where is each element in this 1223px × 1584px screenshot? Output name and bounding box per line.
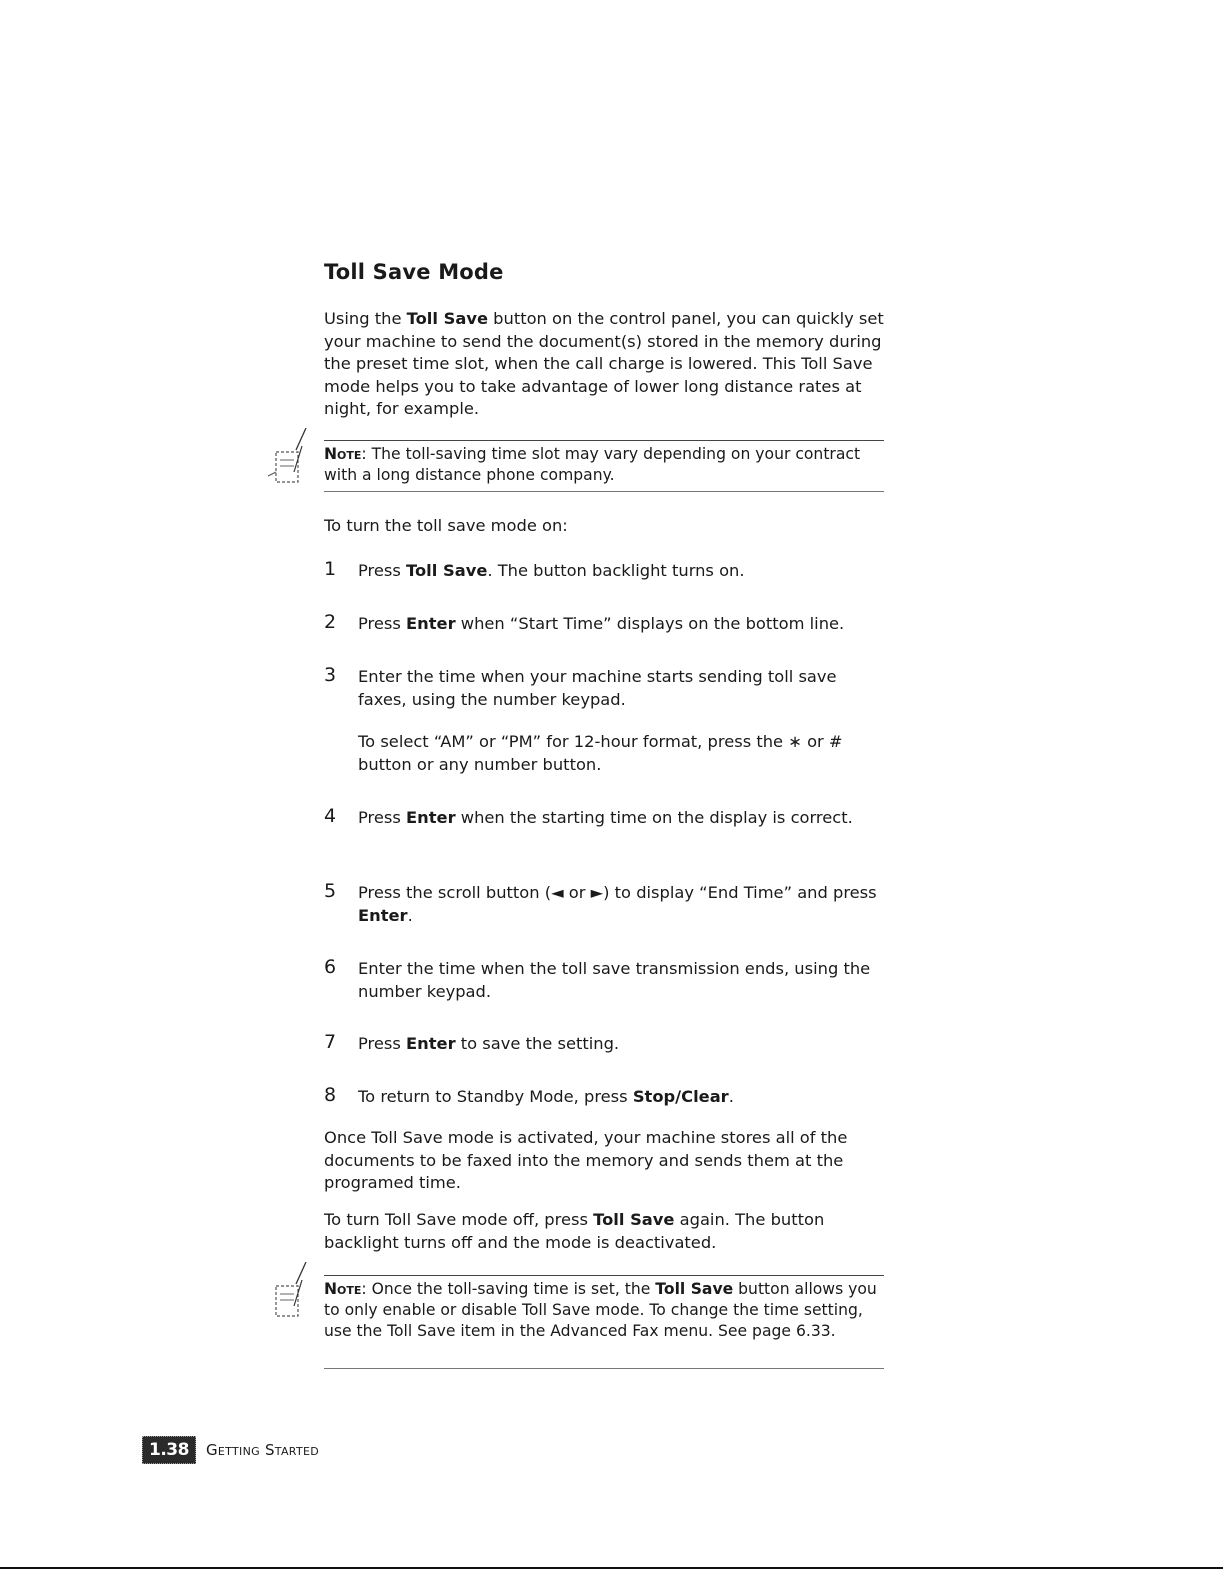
step-7-number: 7 <box>324 1031 337 1053</box>
step-1-text-c: . The button backlight turns on. <box>487 561 745 580</box>
note2 <box>324 1279 884 1341</box>
section-title: Toll Save Mode <box>324 260 504 284</box>
step-7-text-a: Press <box>358 1034 407 1053</box>
step-8-number: 8 <box>324 1084 337 1106</box>
step-1-text-a: Press <box>358 561 407 580</box>
step-7-bold: Enter <box>406 1034 456 1053</box>
after-paragraph-2 <box>324 1209 884 1254</box>
after-paragraph-1: Once Toll Save mode is activated, your machine stores all of the documents to be faxed into the memory and sends them at the programed time. <box>324 1128 848 1192</box>
step-2 <box>358 612 886 635</box>
step-6 <box>358 957 886 1003</box>
step-1-bold: Toll Save <box>406 561 488 580</box>
footer-section-title: Getting Started <box>206 1441 319 1459</box>
step-2-bold: Enter <box>406 614 456 633</box>
after2-text-a: To turn Toll Save mode off, press <box>324 1210 594 1229</box>
step-4-text-a: Press <box>358 808 407 827</box>
note2-text-a: : Once the toll-saving time is set, the <box>361 1280 656 1298</box>
note2-bottom-rule <box>324 1368 884 1369</box>
intro-text-2: button on the control panel, you can quickly set your machine to send the document(s) stored in the memory during the preset time slot, when the call charge is lowered. This Toll Save mode helps you to take advantage of lower long distance rates at night, for example. <box>324 309 884 418</box>
step-4 <box>358 806 886 829</box>
intro-bold-toll-save: Toll Save <box>406 309 488 328</box>
note1-label: Note <box>324 445 362 463</box>
step-2-text-c: when “Start Time” displays on the bottom line. <box>455 614 845 633</box>
step-2-number: 2 <box>324 611 337 633</box>
note1-bottom-rule <box>324 491 884 492</box>
step-1 <box>358 559 886 582</box>
page-bottom-border <box>0 1567 1223 1569</box>
step-5-number: 5 <box>324 880 337 902</box>
step-5 <box>358 881 886 927</box>
intro-text-1: Using the <box>324 309 407 328</box>
step-6-number: 6 <box>324 956 337 978</box>
step-7 <box>358 1032 886 1055</box>
after2-bold: Toll Save <box>593 1210 675 1229</box>
step-8-text-a: To return to Standby Mode, press <box>358 1087 633 1106</box>
note1-top-rule <box>324 440 884 441</box>
note2-bold: Toll Save <box>655 1280 734 1298</box>
step-7-text-c: to save the setting. <box>455 1034 620 1053</box>
after2-text-c: again. The button backlight turns off and the mode is deactivated. <box>324 1210 825 1252</box>
step-8-text-c: . <box>728 1087 734 1106</box>
step-1-number: 1 <box>324 558 337 580</box>
step-8 <box>358 1085 886 1108</box>
step-4-number: 4 <box>324 805 337 827</box>
step-4-text-c: when the starting time on the display is correct. <box>455 808 853 827</box>
note2-top-rule <box>324 1275 884 1276</box>
page-number-badge: 1.38 <box>142 1436 196 1464</box>
note2-text-c: button allows you to only enable or disable Toll Save mode. To change the time setting, use the Toll Save item in the Advanced Fax menu. See page 6.33. <box>324 1280 877 1340</box>
intro-paragraph <box>324 308 884 421</box>
step-3-subparagraph: To select “AM” or “PM” for 12-hour format, press the ∗ or # button or any number button. <box>358 732 843 774</box>
step-3-text: Enter the time when your machine starts sending toll save faxes, using the number keypad. <box>358 667 837 709</box>
step-2-text-a: Press <box>358 614 407 633</box>
step-3 <box>358 665 886 711</box>
step-6-text: Enter the time when the toll save transmission ends, using the number keypad. <box>358 959 871 1001</box>
note1-text: : The toll-saving time slot may vary depending on your contract with a long distance phone company. <box>324 445 861 484</box>
step-5-bold: Enter <box>358 906 408 925</box>
step-4-bold: Enter <box>406 808 456 827</box>
turn-on-intro: To turn the toll save mode on: <box>324 516 568 535</box>
step-5-text-a: Press the scroll button (◄ or ►) to display “End Time” and press <box>358 883 877 902</box>
note-icon <box>266 428 312 488</box>
page-footer <box>142 1436 319 1464</box>
note2-label: Note <box>324 1280 362 1298</box>
step-5-text-c: . <box>407 906 413 925</box>
note1 <box>324 444 884 486</box>
step-8-bold: Stop/Clear <box>632 1087 729 1106</box>
note-icon <box>266 1262 312 1322</box>
step-3-number: 3 <box>324 664 337 686</box>
